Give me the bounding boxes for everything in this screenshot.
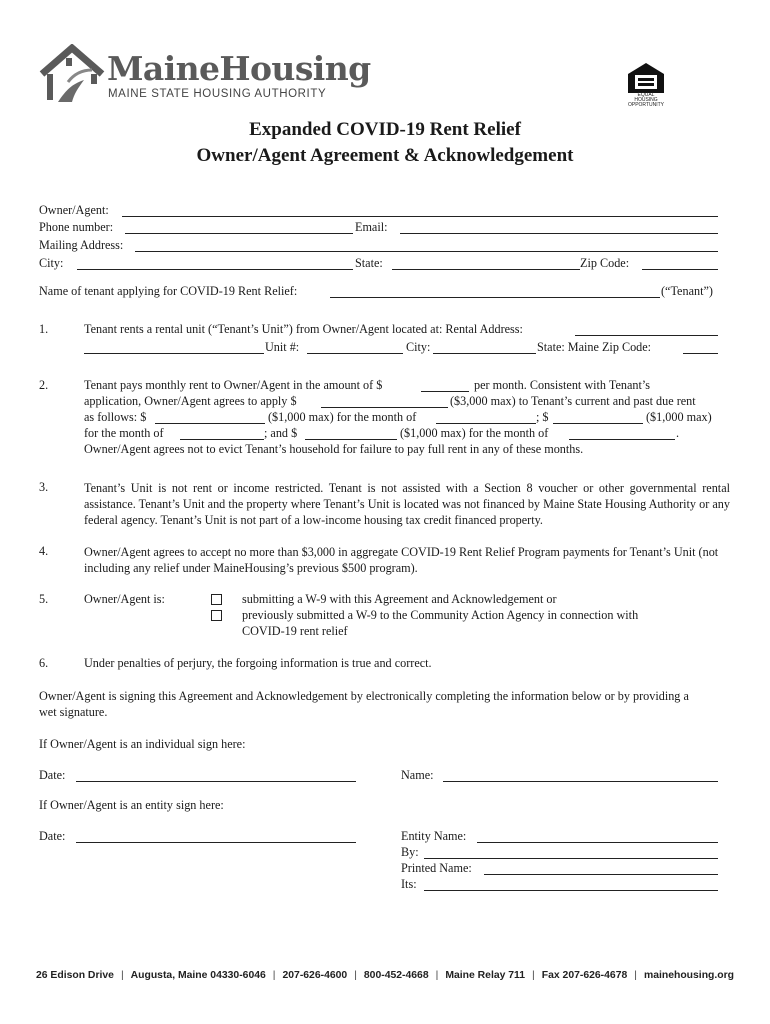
state-field[interactable] bbox=[392, 269, 580, 270]
item-2-text-a2: per month. Consistent with Tenant’s bbox=[474, 378, 650, 392]
individual-date-field[interactable] bbox=[76, 781, 356, 782]
tenant-suffix: (“Tenant”) bbox=[661, 284, 713, 298]
logo-subtitle: MAINE STATE HOUSING AUTHORITY bbox=[108, 88, 327, 100]
footer-city: Augusta, Maine 04330-6046 bbox=[130, 970, 266, 981]
item-2-text-d2: ; and $ bbox=[264, 426, 298, 440]
by-field[interactable] bbox=[424, 858, 718, 859]
item-2-text-d4: . bbox=[676, 426, 680, 440]
item-6-number: 6. bbox=[39, 656, 49, 670]
individual-name-field[interactable] bbox=[443, 781, 718, 782]
item-1-number: 1. bbox=[39, 322, 49, 336]
tenant-name-field[interactable] bbox=[330, 297, 660, 298]
footer-phone-1: 207-626-4600 bbox=[282, 970, 348, 981]
printed-name-label: Printed Name: bbox=[401, 861, 472, 875]
footer-relay: Maine Relay 711 bbox=[445, 970, 526, 981]
page-subtitle: Owner/Agent Agreement & Acknowledgement bbox=[196, 145, 574, 166]
phone-label: Phone number: bbox=[39, 220, 114, 234]
item-2-text-c2: ($1,000 max) for the month of bbox=[268, 410, 417, 424]
its-label: Its: bbox=[401, 877, 417, 891]
email-label: Email: bbox=[355, 220, 388, 234]
rental-address-field[interactable] bbox=[575, 335, 718, 336]
item-2-text-e: Owner/Agent agrees not to evict Tenant’s household for failure to pay full rent in any of these months. bbox=[84, 442, 584, 456]
entity-name-field[interactable] bbox=[477, 842, 718, 843]
printed-name-field[interactable] bbox=[484, 874, 718, 875]
email-field[interactable] bbox=[400, 233, 718, 234]
unit-zip-field[interactable] bbox=[683, 353, 718, 354]
item-2-text-b2: ($3,000 max) to Tenant’s current and past due rent bbox=[450, 394, 696, 408]
item-3-text: Tenant’s Unit is not rent or income restricted. Tenant is not assisted with a Section 8 voucher or other governmental rental assistance. Tenant’s Unit and the property where Tenant’s Unit is located was not financed by Maine State Housing Authority or any federal agency. Tenant’s Unit is not part of a low-income housing tax credit financed property. bbox=[84, 481, 730, 527]
item-5-number: 5. bbox=[39, 592, 49, 606]
w9-submitting-checkbox[interactable] bbox=[211, 594, 222, 605]
item-2-number: 2. bbox=[39, 378, 49, 392]
item-2-text-a: Tenant pays monthly rent to Owner/Agent in the amount of $ bbox=[84, 378, 383, 392]
unit-city-label: City: bbox=[406, 340, 431, 354]
unit-state-zip-label: State: Maine Zip Code: bbox=[537, 340, 652, 354]
item-3-number: 3. bbox=[39, 480, 49, 494]
house-logo-icon bbox=[38, 44, 110, 106]
item-5-label: Owner/Agent is: bbox=[84, 592, 165, 606]
zip-field[interactable] bbox=[642, 269, 718, 270]
tenant-name-label: Name of tenant applying for COVID-19 Rent Relief: bbox=[39, 284, 298, 298]
item-2-text-d: for the month of bbox=[84, 426, 164, 440]
item-5-option-2a: previously submitted a W-9 to the Community Action Agency in connection with bbox=[242, 608, 639, 622]
city-field[interactable] bbox=[77, 269, 353, 270]
month1-field[interactable] bbox=[436, 423, 536, 424]
mailing-address-field[interactable] bbox=[135, 251, 718, 252]
mailing-address-label: Mailing Address: bbox=[39, 238, 124, 252]
month3-field[interactable] bbox=[569, 439, 675, 440]
logo-wordmark: MaineHousing bbox=[107, 49, 371, 88]
item-2-text-c4: ($1,000 max) bbox=[646, 410, 712, 424]
by-label: By: bbox=[401, 845, 419, 859]
equal-housing-label: EQUAL HOUSING OPPORTUNITY bbox=[627, 92, 665, 108]
month1-amount-field[interactable] bbox=[155, 423, 265, 424]
state-label: State: bbox=[355, 256, 383, 270]
item-2-text-d3: ($1,000 max) for the month of bbox=[400, 426, 549, 440]
item-1-text: Tenant rents a rental unit (“Tenant’s Unit”) from Owner/Agent located at: Rental Address: bbox=[84, 322, 523, 336]
unit-city-field[interactable] bbox=[433, 353, 536, 354]
phone-field[interactable] bbox=[125, 233, 353, 234]
entity-name-label: Entity Name: bbox=[401, 829, 467, 843]
item-6-text: Under penalties of perjury, the forgoing information is true and correct. bbox=[84, 656, 432, 670]
item-5-option-1: submitting a W-9 with this Agreement and Acknowledgement or bbox=[242, 592, 557, 606]
item-5-option-2b: COVID-19 rent relief bbox=[242, 624, 348, 638]
footer-contact: 26 Edison Drive | Augusta, Maine 04330-6046 | 207-626-4600 | 800-452-4668 | Maine Relay 711 | Fax 207-626-4678 | mainehousing.org bbox=[35, 970, 735, 981]
footer-website-link[interactable]: mainehousing.org bbox=[643, 970, 735, 981]
page-title: Expanded COVID-19 Rent Relief bbox=[249, 119, 521, 140]
footer-phone-2: 800-452-4668 bbox=[363, 970, 429, 981]
entity-heading: If Owner/Agent is an entity sign here: bbox=[39, 798, 224, 812]
entity-date-label: Date: bbox=[39, 829, 66, 843]
city-label: City: bbox=[39, 256, 64, 270]
month3-amount-field[interactable] bbox=[305, 439, 397, 440]
owner-agent-label: Owner/Agent: bbox=[39, 203, 109, 217]
individual-name-label: Name: bbox=[401, 768, 434, 782]
individual-date-label: Date: bbox=[39, 768, 66, 782]
unit-label: Unit #: bbox=[265, 340, 300, 354]
equal-housing-icon bbox=[626, 61, 666, 93]
rental-address-field-2[interactable] bbox=[84, 353, 264, 354]
month2-amount-field[interactable] bbox=[553, 423, 643, 424]
w9-previously-submitted-checkbox[interactable] bbox=[211, 610, 222, 621]
footer-fax: Fax 207-626-4678 bbox=[541, 970, 628, 981]
zip-label: Zip Code: bbox=[580, 256, 630, 270]
footer-address: 26 Edison Drive bbox=[35, 970, 114, 981]
month2-field[interactable] bbox=[180, 439, 264, 440]
signing-intro: Owner/Agent is signing this Agreement and Acknowledgement by electronically completing the information below or by providing a wet signature. bbox=[39, 689, 689, 719]
item-4-text: Owner/Agent agrees to accept no more than $3,000 in aggregate COVID-19 Rent Relief Program payments for Tenant’s Unit (not including any relief under MaineHousing’s previous $500 program). bbox=[84, 545, 719, 575]
unit-field[interactable] bbox=[307, 353, 403, 354]
item-2-text-c: as follows: $ bbox=[84, 410, 147, 424]
item-2-text-b: application, Owner/Agent agrees to apply $ bbox=[84, 394, 297, 408]
its-field[interactable] bbox=[424, 890, 718, 891]
item-4-number: 4. bbox=[39, 544, 49, 558]
monthly-rent-field[interactable] bbox=[421, 391, 469, 392]
apply-amount-field[interactable] bbox=[321, 407, 448, 408]
item-2-text-c3: ; $ bbox=[536, 410, 549, 424]
individual-heading: If Owner/Agent is an individual sign here: bbox=[39, 737, 246, 751]
owner-agent-field[interactable] bbox=[122, 216, 718, 217]
entity-date-field[interactable] bbox=[76, 842, 356, 843]
